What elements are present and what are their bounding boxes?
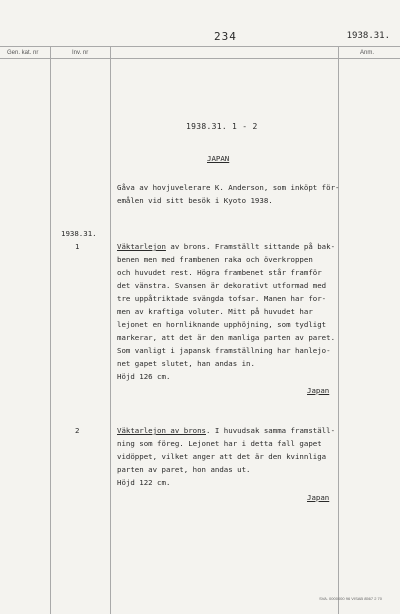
document-title: 1938.31. 1 - 2 [186,122,258,131]
column-header-gen: Gen. kat. nr [7,50,39,56]
page-number: 234 [214,30,237,43]
entry-1-line: men av kraftiga voluter. Mitt på huvudet har [117,307,313,316]
entry-2-first-line [117,424,335,437]
entry-number-1: 1 [75,242,80,251]
entry-2-title: Väktarlejon av brons [117,426,206,435]
entry-2-first-rest: . I huvudsak samma framställ- [206,426,336,435]
entry-2-line: ning som föreg. Lejonet har i detta fall gapet [117,439,322,448]
column-divider-inv [110,46,111,614]
entry-number-2: 2 [75,426,80,435]
entry-2-height: Höjd 122 cm. [117,478,171,487]
column-header-inv: Inv. nr [72,50,89,56]
entry-1-line: det vänstra. Svansen är dekorativt utformad med [117,281,327,290]
inventory-prefix: 1938.31. [61,229,97,238]
entry-1-first-line [117,240,335,253]
entry-1-line: lejonet en hornliknande upphöjning, som tydligt [117,320,327,329]
header-rule-bottom [0,58,400,59]
intro-line-2: emålen vid sitt besök i Kyoto 1938. [117,196,273,205]
entry-1-line: tre uppåtriktade svängda tofsar. Manen har for- [117,294,327,303]
entry-2-origin: Japan [307,493,330,502]
entry-2-line: parten av paret, hon andas ut. [117,465,251,474]
column-divider-anm [338,46,339,614]
header-catalog-number: 1938.31. [346,31,390,41]
entry-1-title: Väktarlejon [117,242,166,251]
entry-1-origin: Japan [307,386,330,395]
entry-1-height: Höjd 126 cm. [117,372,171,381]
entry-2-line: vidöppet, vilket anger att det är den kvinnliga [117,452,327,461]
entry-1-first-rest: av brons. Framställt sittande på bak- [165,242,336,251]
section-heading: JAPAN [207,154,230,163]
entry-1-line: Som vanligt i japansk framställning har hanlejo- [117,346,331,355]
column-header-anm: Anm. [360,50,375,56]
entry-1-line: markerar, att det är den manliga parten av paret. [117,333,336,342]
print-code: SVA. 0000000 96 VISAB 8567 2 70 [319,596,382,601]
entry-1-line: och huvudet rest. Högra frambenet står framför [117,268,322,277]
column-divider-gen [50,46,51,614]
entry-1-line: net gapet slutet, han andas in. [117,359,255,368]
intro-line-1: Gåva av hovjuvelerare K. Anderson, som inköpt för- [117,183,340,192]
entry-1-line: benen men med frambenen raka och överkroppen [117,255,313,264]
header-rule-top [0,46,400,47]
